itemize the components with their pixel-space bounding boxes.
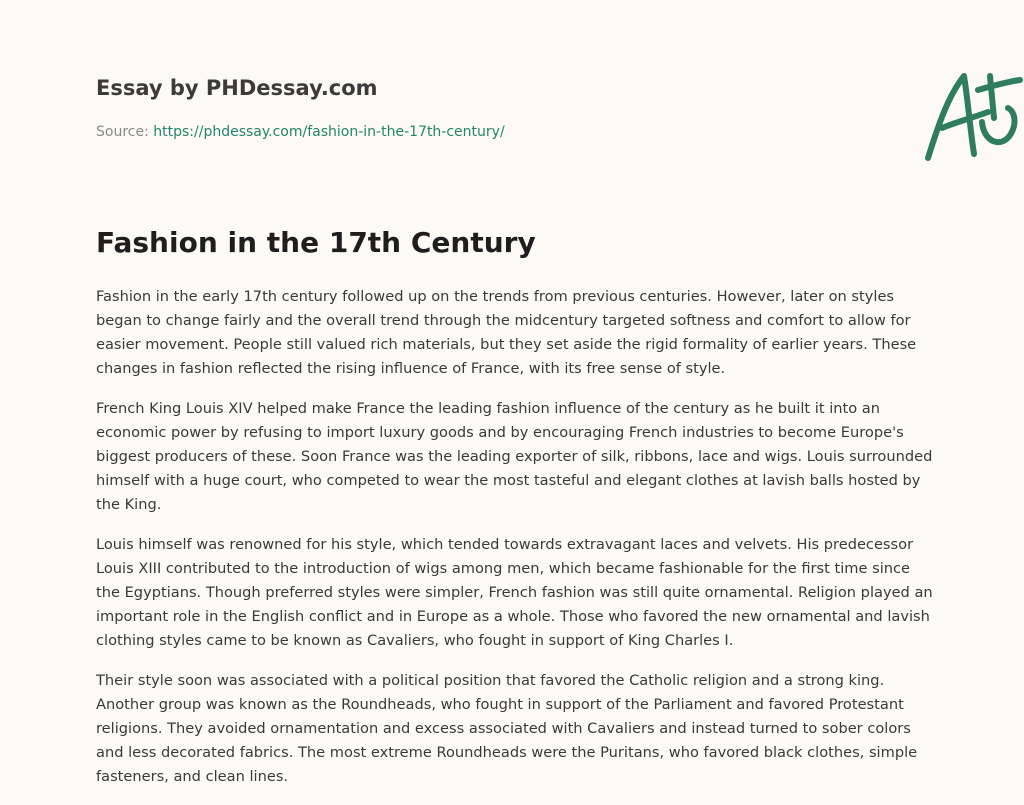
paragraph: Their style soon was associated with a political position that favored the Catholic religion and a strong king. Another group was known as the Roundheads, who fought in support of the Parliament and favored Protestant religions. They avoided ornamentation and excess associated with Cavaliers and instead turned to sober colors and less decorated fabrics. The most extreme Roundheads were the Puritans, who favored black clothes, simple fasteners, and clean lines. [96, 672, 918, 785]
article-title: Fashion in the 17th Century [96, 226, 536, 259]
source-line [96, 124, 505, 140]
a-plus-logo-icon [916, 66, 1024, 166]
source-label: Source: [96, 124, 154, 140]
article-body [96, 285, 936, 805]
source-link[interactable]: https://phdessay.com/fashion-in-the-17th-century/ [153, 124, 505, 140]
paragraph: Louis himself was renowned for his style, which tended towards extravagant laces and velvets. His predecessor Louis XIII contributed to the introduction of wigs among men, which became fashionable for the first time since the Egyptians. Though preferred styles were simpler, French fashion was still quite ornamental. Religion played an important role in the English conflict and in Europe as a whole. Those who favored the new ornamental and lavish clothing styles came to be known as Cavaliers, who fought in support of King Charles I. [96, 536, 933, 649]
site-brand: Essay by PHDessay.com [96, 76, 378, 100]
paragraph: Fashion in the early 17th century followed up on the trends from previous centuries. However, later on styles began to change fairly and the overall trend through the midcentury targeted softness and comfort to allow for easier movement. People still valued rich materials, but they set aside the rigid formality of earlier years. These changes in fashion reflected the rising influence of France, with its free sense of style. [96, 288, 917, 377]
paragraph: French King Louis XIV helped make France the leading fashion influence of the century as he built it into an economic power by refusing to import luxury goods and by encouraging French industries to become Europe's biggest producers of these. Soon France was the leading exporter of silk, ribbons, lace and wigs. Louis surrounded himself with a huge court, who competed to wear the most tasteful and elegant clothes at lavish balls hosted by the King. [96, 400, 933, 513]
